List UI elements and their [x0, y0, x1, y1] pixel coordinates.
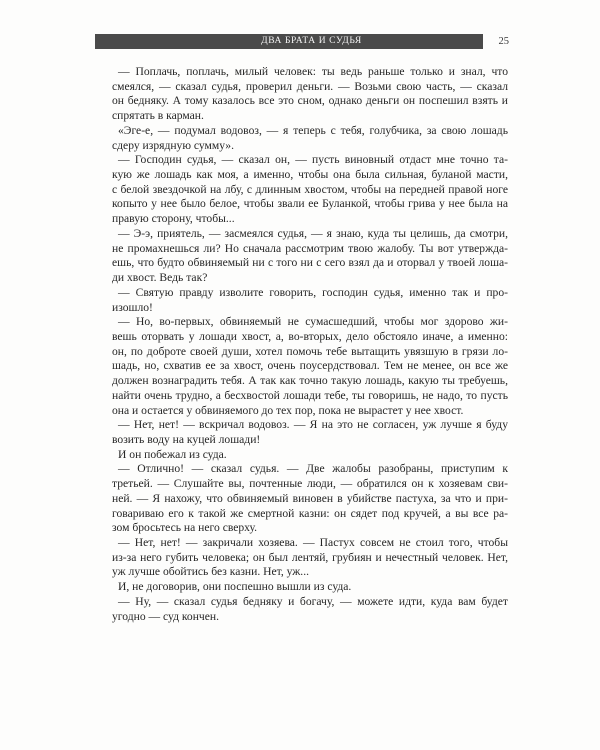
text-line: ди хвост. Ведь так? — [112, 271, 208, 285]
text-line: третьей. — Слушайте вы, почтенные люди, — обратился он к хозяевам сви- — [112, 477, 508, 491]
text-line: с белой звездочкой на лбу, с длинным хвостом, чтобы на передней правой ноге — [112, 182, 508, 196]
text-line: не промахнешься ли? Но сначала рассмотрим твою жалобу. Ты вот утвержда- — [112, 241, 508, 255]
text-line: спрятать в карман. — [112, 109, 204, 123]
text-line: — Э-э, приятель, — засмеялся судья, — я знаю, куда ты целишь, да смотри, — [118, 226, 508, 240]
text-line: — Но, во-первых, обвиняемый не сумасшедший, чтобы мог здорово жи- — [118, 315, 508, 329]
text-line: кую же лошадь как моя, а именно, чтобы она была сильная, буланой масти, — [112, 168, 508, 182]
text-line: ней. — Я нахожу, что обвиняемый виновен в убийстве пастуха, за что и при- — [112, 491, 508, 505]
paragraph — [112, 227, 508, 286]
paragraph — [112, 462, 508, 536]
running-head-title: ДВА БРАТА И СУДЬЯ — [95, 34, 483, 49]
text-line: — Нет, нет! — закричали хозяева. — Пастух совсем не стоил того, чтобы — [118, 536, 508, 549]
text-line: шадь, но, схватив ее за хвост, очень поусердствовал. Тем не менее, он все же — [112, 359, 508, 373]
paragraph — [112, 124, 508, 153]
paragraph — [112, 286, 508, 315]
text-line: сдеру изрядную сумму». — [112, 138, 234, 152]
paragraph — [112, 418, 508, 447]
text-line: зом бросьтесь на него сверху. — [112, 521, 258, 535]
text-line: уж лучше обойтись без казни. Нет, уж... — [112, 565, 309, 579]
text-line: смеялся, — сказал судья, проверил деньги. — Возьми свою часть, — сказал — [112, 79, 508, 93]
text-line: он бедняку. А тому казалось все это сном, однако деньги он поспешил взять и — [112, 94, 508, 108]
text-line: из-за него губить человека; он был лентяй, грубиян и нечестный человек. Нет, — [112, 550, 508, 564]
text-line: И, не договорив, они поспешно вышли из суда. — [118, 580, 352, 594]
paragraph — [112, 536, 508, 580]
text-line: — Нет, нет! — вскричал водовоз. — Я на это не согласен, уж лучше я буду — [118, 418, 508, 432]
text-line: И он побежал из суда. — [118, 447, 227, 461]
paragraph — [112, 448, 508, 463]
text-line: правую сторону, чтобы... — [112, 212, 235, 226]
text-line: угодно — суд кончен. — [112, 609, 219, 623]
text-line: ешь, что будто обвиняемый ни с того ни с сего взял да и оторвал у твоей лоша- — [112, 256, 508, 270]
paragraph — [112, 153, 508, 227]
text-line: найти очень трудно, а бесхвостой лошади тебе, ты говоришь, не надо, то пусть — [112, 388, 508, 402]
paragraph — [112, 595, 508, 624]
text-line: изошло! — [112, 300, 153, 314]
paragraph — [112, 65, 508, 124]
text-line: говариваю его к такой же смертной казни: он сядет под кручей, а вы все ра- — [112, 506, 508, 520]
page-number: 25 — [498, 36, 509, 47]
text-line: должен вознаградить тебя. А так как точно такую лошадь, какую ты требуешь, — [112, 374, 508, 388]
text-line: вешь оторвать у лошади хвост, а, во-вторых, дело обстояло иначе, а именно: — [112, 329, 508, 343]
text-column — [112, 65, 508, 624]
text-line: возить воду на куцей лошади! — [112, 432, 261, 446]
text-line: — Господин судья, — сказал он, — пусть виновный отдаст мне точно та- — [118, 153, 508, 167]
paragraph — [112, 580, 508, 595]
text-line: — Отлично! — сказал судья. — Две жалобы разобраны, приступим к — [118, 462, 508, 476]
text-line: — Поплачь, поплачь, милый человек: ты ведь раньше только и знал, что — [118, 65, 508, 78]
text-line: «Эге-е, — подумал водовоз, — я теперь с тебя, голубчика, за свою лошадь — [118, 123, 508, 137]
text-line: копыто у нее было белое, чтобы звали ее Буланкой, чтобы грива у нее была на — [112, 197, 508, 211]
text-line: — Ну, — сказал судья бедняку и богачу, — можете идти, куда вам будет — [118, 594, 508, 608]
text-line: — Святую правду изволите говорить, господин судья, именно так и про- — [118, 285, 508, 299]
text-line: она и остается у обвиняемого до тех пор, пока не вырастет у нее хвост. — [112, 403, 464, 417]
paragraph — [112, 315, 508, 418]
text-line: он, по доброте своей души, хотел помочь тебе вытащить увязшую в грязи ло- — [112, 344, 508, 358]
